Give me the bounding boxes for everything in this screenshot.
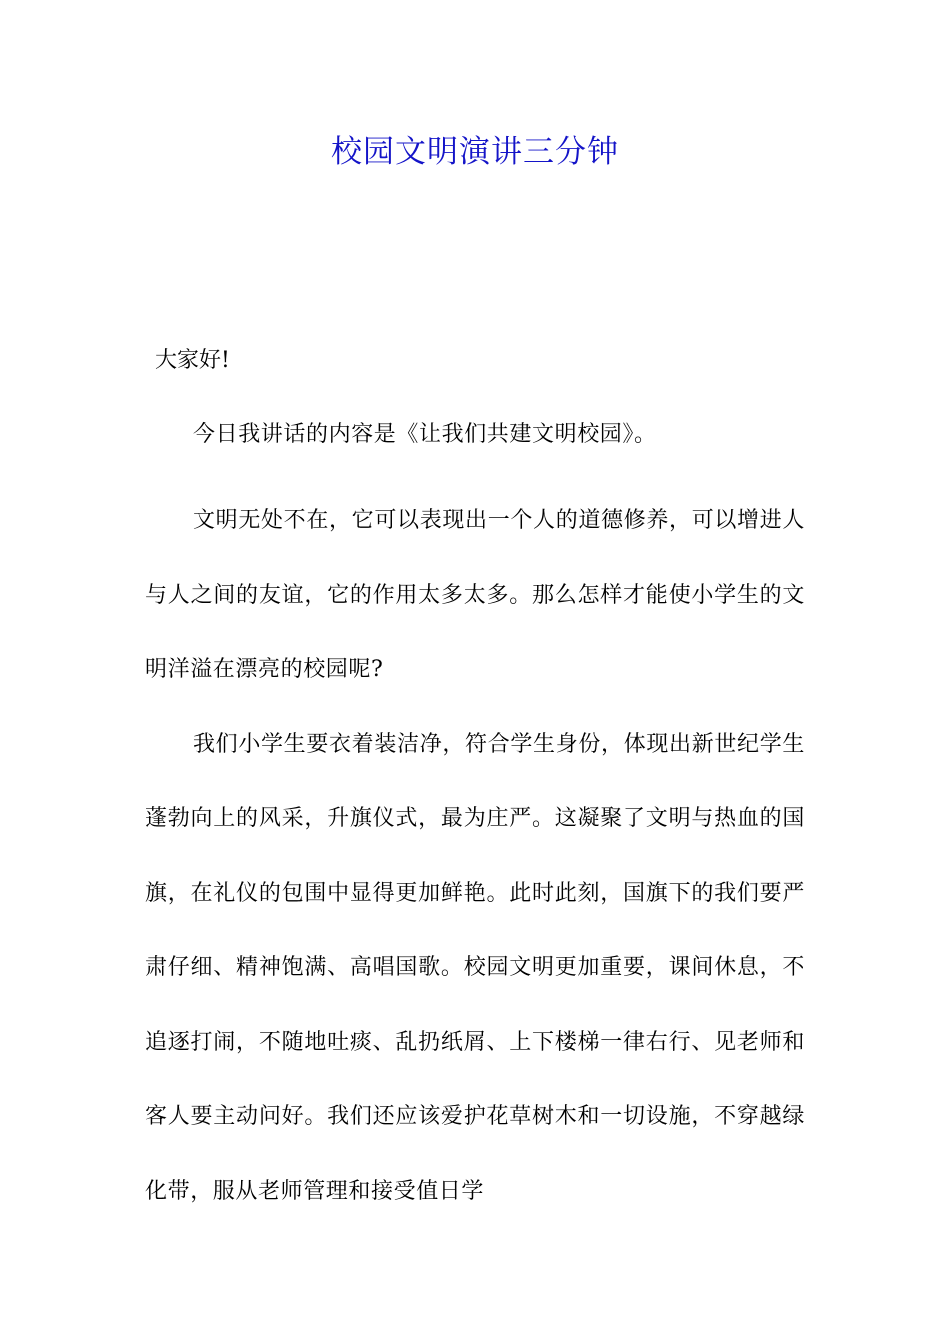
paragraph-conduct: 我们小学生要衣着装洁净，符合学生身份，体现出新世纪学生蓬勃向上的风采，升旗仪式，最为庄严。这凝聚了文明与热血的国旗，在礼仪的包围中显得更加鲜艳。此时此刻，国旗下的我们要严肃仔细、精神饱满、高唱国歌。校园文明更加重要，课间休息，不追逐打闹，不随地吐痰、乱扔纸屑、上下楼梯一律右行、见老师和客人要主动问好。我们还应该爱护花草树木和一切设施，不穿越绿化带，服从老师管理和接受值日学 (145, 731, 805, 1204)
document-title: 校园文明演讲三分钟 (331, 134, 619, 170)
paragraph-civility: 文明无处不在，它可以表现出一个人的道德修养，可以增进人与人之间的友谊，它的作用太多太多。那么怎样才能使小学生的文明洋溢在漂亮的校园呢? (145, 508, 805, 682)
paragraph-intro: 今日我讲话的内容是《让我们共建文明校园》。 (193, 422, 657, 447)
greeting: 大家好! (155, 348, 230, 373)
document-body (145, 338, 805, 1229)
